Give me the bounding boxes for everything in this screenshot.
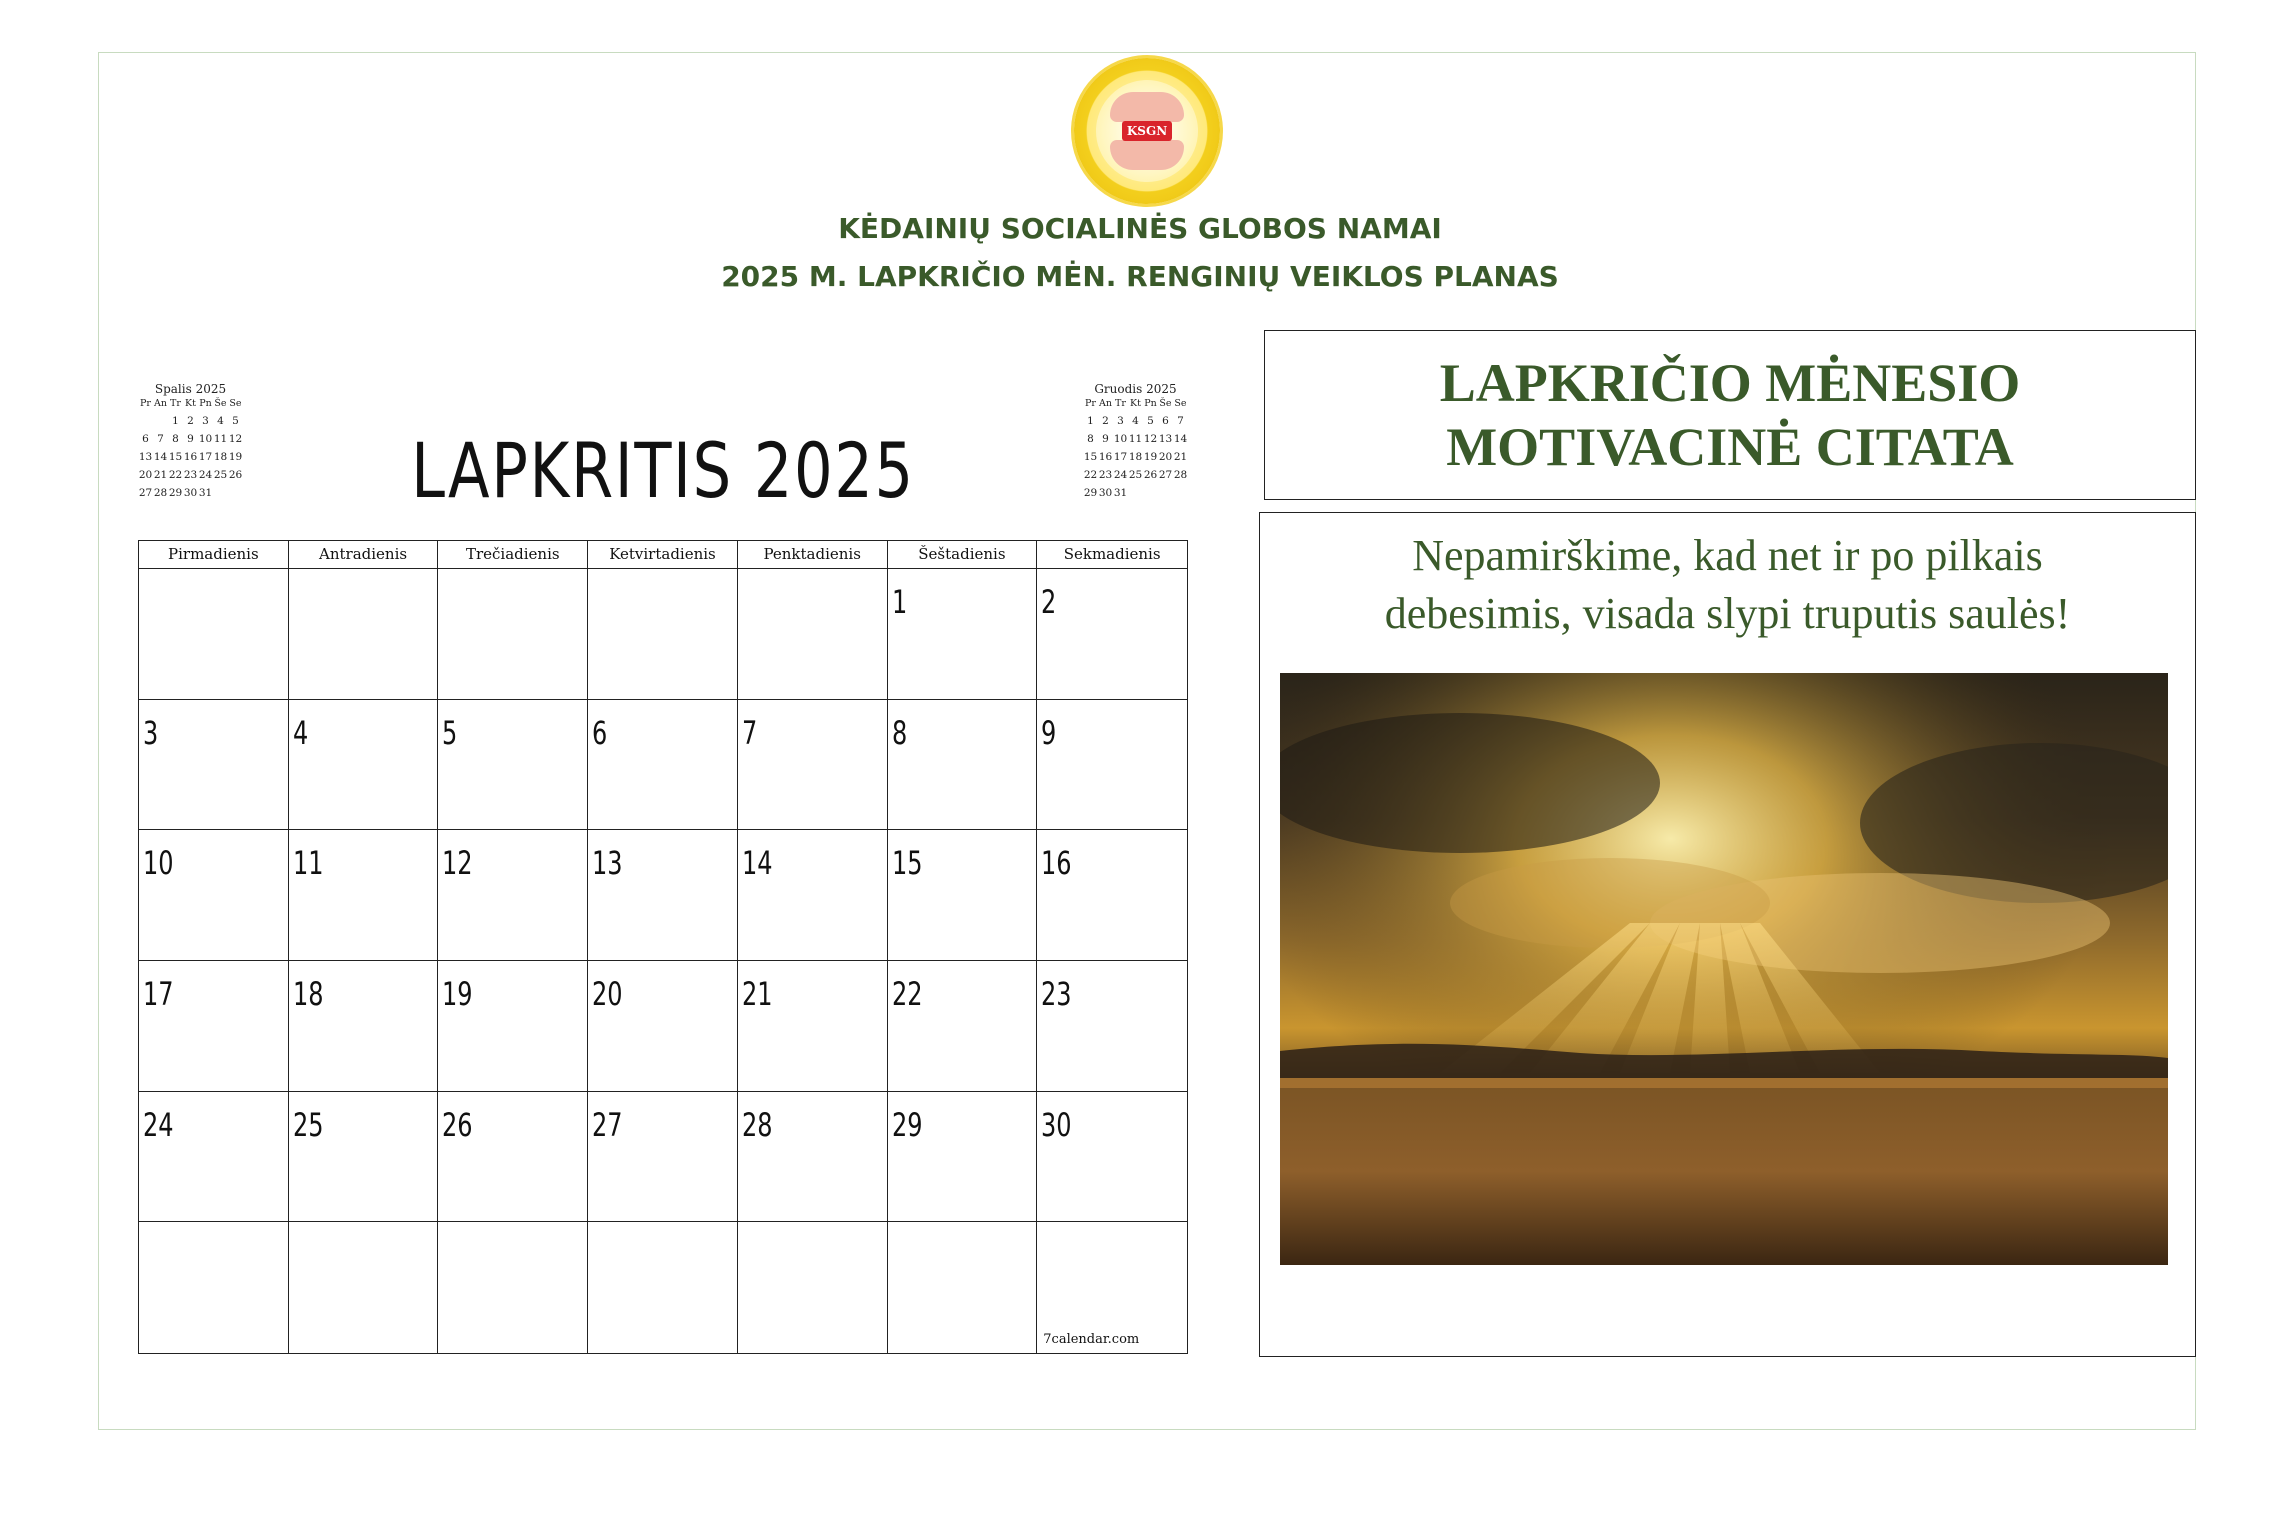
mini-day-number: 13 bbox=[1158, 433, 1173, 445]
mini-day-number: 20 bbox=[1158, 451, 1173, 463]
mini-day-number: 9 bbox=[1102, 433, 1109, 445]
mini-day-number: 5 bbox=[232, 415, 239, 427]
day-number: 10 bbox=[143, 844, 174, 883]
mini-day-number: 28 bbox=[153, 487, 168, 499]
day-number: 2 bbox=[1041, 583, 1057, 621]
mini-weekday-label: Se bbox=[1174, 398, 1187, 409]
mini-day-number: 4 bbox=[1132, 415, 1139, 427]
day-cell bbox=[888, 569, 1038, 700]
day-number: 3 bbox=[143, 713, 159, 752]
mini-day-number bbox=[153, 415, 168, 427]
mini-day-number: 7 bbox=[1177, 415, 1184, 427]
mini-weekday-label: Pn bbox=[199, 398, 212, 409]
hand-icon bbox=[1110, 92, 1184, 122]
mini-weekday-label: Tr bbox=[1115, 398, 1126, 409]
day-number: 16 bbox=[1041, 844, 1072, 883]
day-number: 28 bbox=[741, 1105, 773, 1144]
weekday-header: Penktadienis bbox=[738, 541, 888, 569]
ksgn-logo bbox=[1074, 58, 1220, 204]
day-cell bbox=[738, 830, 888, 961]
mini-day-number: 23 bbox=[1098, 469, 1113, 481]
mini-day-number: 16 bbox=[1098, 451, 1113, 463]
weekday-header: Šeštadienis bbox=[888, 541, 1038, 569]
day-cell bbox=[1037, 830, 1187, 961]
quote-title-line: MOTIVACINĖ CITATA bbox=[1446, 417, 2014, 477]
mini-day-number: 22 bbox=[1083, 469, 1098, 481]
mini-day-number: 12 bbox=[1143, 433, 1158, 445]
day-cell bbox=[738, 700, 888, 831]
mini-calendar-grid bbox=[138, 398, 243, 499]
mini-weekday-label: Še bbox=[214, 398, 227, 409]
mini-day-number: 11 bbox=[213, 433, 228, 445]
mini-day-number: 3 bbox=[202, 415, 209, 427]
mini-day-number: 1 bbox=[172, 415, 179, 427]
mini-weekday-label: Kt bbox=[1130, 398, 1141, 409]
logo-emblem bbox=[1096, 80, 1198, 182]
day-number: 12 bbox=[442, 844, 473, 883]
day-cell bbox=[289, 1092, 439, 1223]
day-number: 4 bbox=[292, 713, 308, 752]
day-cell bbox=[888, 1092, 1038, 1223]
day-number: 27 bbox=[592, 1105, 623, 1144]
mini-day-number: 22 bbox=[168, 469, 183, 481]
mini-day-number: 29 bbox=[168, 487, 183, 499]
mini-day-number bbox=[1173, 487, 1188, 499]
weekday-header: Ketvirtadienis bbox=[588, 541, 738, 569]
quote-text bbox=[1260, 527, 2195, 643]
day-number: 30 bbox=[1041, 1105, 1072, 1144]
mini-day-number: 12 bbox=[228, 433, 243, 445]
day-number: 24 bbox=[143, 1105, 174, 1144]
mini-day-number: 27 bbox=[1158, 469, 1173, 481]
day-cell bbox=[888, 830, 1038, 961]
mini-day-number: 19 bbox=[1143, 451, 1158, 463]
day-number: 5 bbox=[442, 713, 458, 752]
mini-day-number bbox=[1143, 487, 1158, 499]
day-cell bbox=[588, 961, 738, 1092]
mini-weekday-label: Pn bbox=[1144, 398, 1157, 409]
day-number: 18 bbox=[292, 975, 324, 1013]
day-cell bbox=[289, 830, 439, 961]
mini-day-number: 19 bbox=[228, 451, 243, 463]
mini-day-number: 31 bbox=[1113, 487, 1128, 499]
mini-calendar-next bbox=[1083, 382, 1188, 499]
quote-line: debesimis, visada slypi truputis saulės! bbox=[1384, 589, 2071, 638]
mini-day-number: 1 bbox=[1087, 415, 1094, 427]
day-cell bbox=[738, 961, 888, 1092]
sunrays-landscape-photo bbox=[1280, 673, 2168, 1265]
mini-weekday-label: Kt bbox=[185, 398, 196, 409]
mini-day-number: 4 bbox=[217, 415, 224, 427]
mini-day-number: 6 bbox=[1162, 415, 1169, 427]
day-cell bbox=[588, 569, 738, 700]
mini-day-number: 16 bbox=[183, 451, 198, 463]
mini-day-number: 7 bbox=[157, 433, 164, 445]
day-cell bbox=[139, 700, 289, 831]
day-cell bbox=[1037, 700, 1187, 831]
mini-day-number bbox=[228, 487, 243, 499]
month-calendar-grid bbox=[138, 540, 1188, 1354]
mini-weekday-label: Tr bbox=[170, 398, 181, 409]
mini-day-number: 30 bbox=[183, 487, 198, 499]
day-cell bbox=[139, 569, 289, 700]
mini-calendar-title: Spalis 2025 bbox=[154, 382, 227, 396]
mini-day-number: 14 bbox=[1173, 433, 1188, 445]
mini-day-number bbox=[138, 415, 153, 427]
mini-day-number: 31 bbox=[198, 487, 213, 499]
day-number: 25 bbox=[292, 1105, 324, 1144]
day-number: 15 bbox=[891, 844, 923, 883]
day-number: 1 bbox=[891, 583, 907, 621]
mini-day-number: 6 bbox=[142, 433, 149, 445]
day-number: 13 bbox=[592, 844, 623, 883]
day-cell bbox=[588, 1222, 738, 1353]
day-cell bbox=[1037, 1092, 1187, 1223]
day-cell bbox=[588, 1092, 738, 1223]
weekday-header: Sekmadienis bbox=[1037, 541, 1187, 569]
mini-day-number: 3 bbox=[1117, 415, 1124, 427]
mini-day-number: 14 bbox=[153, 451, 168, 463]
mini-day-number: 23 bbox=[183, 469, 198, 481]
mini-day-number: 8 bbox=[1087, 433, 1094, 445]
mini-day-number: 28 bbox=[1173, 469, 1188, 481]
day-cell bbox=[438, 1092, 588, 1223]
day-number: 21 bbox=[741, 975, 773, 1013]
mini-calendar-title: Gruodis 2025 bbox=[1094, 382, 1177, 396]
day-number: 20 bbox=[592, 975, 623, 1013]
mini-day-number: 9 bbox=[187, 433, 194, 445]
day-cell bbox=[588, 830, 738, 961]
mini-day-number: 26 bbox=[228, 469, 243, 481]
weekday-header: Antradienis bbox=[289, 541, 439, 569]
day-number: 9 bbox=[1041, 713, 1057, 752]
day-number: 23 bbox=[1041, 975, 1072, 1013]
day-cell bbox=[289, 961, 439, 1092]
quote-line: Nepamirškime, kad net ir po pilkais bbox=[1412, 531, 2043, 580]
day-cell bbox=[1037, 961, 1187, 1092]
mini-day-number: 2 bbox=[1102, 415, 1109, 427]
mini-day-number: 10 bbox=[198, 433, 213, 445]
day-cell bbox=[289, 569, 439, 700]
mini-day-number: 25 bbox=[1128, 469, 1143, 481]
day-cell bbox=[438, 830, 588, 961]
day-cell bbox=[738, 569, 888, 700]
mini-weekday-label: An bbox=[154, 398, 167, 409]
day-cell bbox=[438, 961, 588, 1092]
mini-day-number: 17 bbox=[1113, 451, 1128, 463]
logo-text: KSGN bbox=[1122, 121, 1172, 141]
day-number: 26 bbox=[442, 1105, 473, 1144]
mini-day-number: 5 bbox=[1147, 415, 1154, 427]
day-cell bbox=[438, 700, 588, 831]
mini-day-number: 2 bbox=[187, 415, 194, 427]
day-cell bbox=[888, 1222, 1038, 1353]
day-cell bbox=[289, 700, 439, 831]
mini-day-number: 25 bbox=[213, 469, 228, 481]
mini-day-number bbox=[1158, 487, 1173, 499]
day-cell bbox=[888, 700, 1038, 831]
day-number: 14 bbox=[741, 844, 773, 883]
mini-day-number: 11 bbox=[1128, 433, 1143, 445]
mini-day-number: 18 bbox=[213, 451, 228, 463]
day-cell bbox=[1037, 1222, 1187, 1353]
mini-weekday-label: Pr bbox=[1085, 398, 1096, 409]
mini-day-number: 21 bbox=[1173, 451, 1188, 463]
mini-day-number: 20 bbox=[138, 469, 153, 481]
day-number: 19 bbox=[442, 975, 473, 1013]
sunrays-illustration bbox=[1280, 673, 2168, 1265]
mini-calendar-prev bbox=[138, 382, 243, 499]
mini-day-number: 27 bbox=[138, 487, 153, 499]
day-cell bbox=[289, 1222, 439, 1353]
day-cell bbox=[438, 569, 588, 700]
weekday-header: Pirmadienis bbox=[139, 541, 289, 569]
header-title: KĖDAINIŲ SOCIALINĖS GLOBOS NAMAI bbox=[838, 212, 1442, 245]
mini-day-number: 24 bbox=[1113, 469, 1128, 481]
mini-weekday-label: Pr bbox=[140, 398, 151, 409]
day-cell bbox=[1037, 569, 1187, 700]
quote-title-line: LAPKRIČIO MĖNESIO bbox=[1439, 353, 2021, 413]
mini-day-number bbox=[213, 487, 228, 499]
hand-icon bbox=[1110, 140, 1184, 170]
mini-day-number: 13 bbox=[138, 451, 153, 463]
mini-day-number: 8 bbox=[172, 433, 179, 445]
mini-day-number: 15 bbox=[168, 451, 183, 463]
header-subtitle: 2025 M. LAPKRIČIO MĖN. RENGINIŲ VEIKLOS PLANAS bbox=[721, 260, 1559, 293]
day-number: 22 bbox=[891, 975, 923, 1013]
mini-day-number: 15 bbox=[1083, 451, 1098, 463]
day-number: 11 bbox=[292, 844, 324, 883]
weekday-header: Trečiadienis bbox=[438, 541, 588, 569]
day-number: 29 bbox=[891, 1105, 923, 1144]
day-cell bbox=[438, 1222, 588, 1353]
day-cell bbox=[139, 1092, 289, 1223]
mini-day-number: 29 bbox=[1083, 487, 1098, 499]
quote-title-box bbox=[1264, 330, 2196, 500]
calendar-title: LAPKRITIS 2025 bbox=[411, 426, 915, 515]
mini-day-number: 30 bbox=[1098, 487, 1113, 499]
day-cell bbox=[888, 961, 1038, 1092]
mini-day-number: 18 bbox=[1128, 451, 1143, 463]
mini-day-number: 21 bbox=[153, 469, 168, 481]
day-cell bbox=[738, 1092, 888, 1223]
day-number: 8 bbox=[891, 713, 907, 752]
calendar-credit: 7calendar.com bbox=[1043, 1332, 1140, 1347]
quote-box bbox=[1259, 512, 2196, 1357]
day-cell bbox=[139, 830, 289, 961]
mini-day-number: 17 bbox=[198, 451, 213, 463]
mini-weekday-label: Se bbox=[229, 398, 242, 409]
day-cell bbox=[738, 1222, 888, 1353]
mini-weekday-label: An bbox=[1099, 398, 1112, 409]
mini-day-number: 26 bbox=[1143, 469, 1158, 481]
mini-day-number bbox=[1128, 487, 1143, 499]
mini-weekday-label: Še bbox=[1159, 398, 1172, 409]
day-cell bbox=[139, 1222, 289, 1353]
day-number: 6 bbox=[592, 713, 608, 752]
day-number: 7 bbox=[741, 713, 758, 752]
day-number: 17 bbox=[143, 975, 174, 1013]
mini-day-number: 24 bbox=[198, 469, 213, 481]
day-cell bbox=[588, 700, 738, 831]
mini-day-number: 10 bbox=[1113, 433, 1128, 445]
mini-calendar-grid bbox=[1083, 398, 1188, 499]
day-cell bbox=[139, 961, 289, 1092]
